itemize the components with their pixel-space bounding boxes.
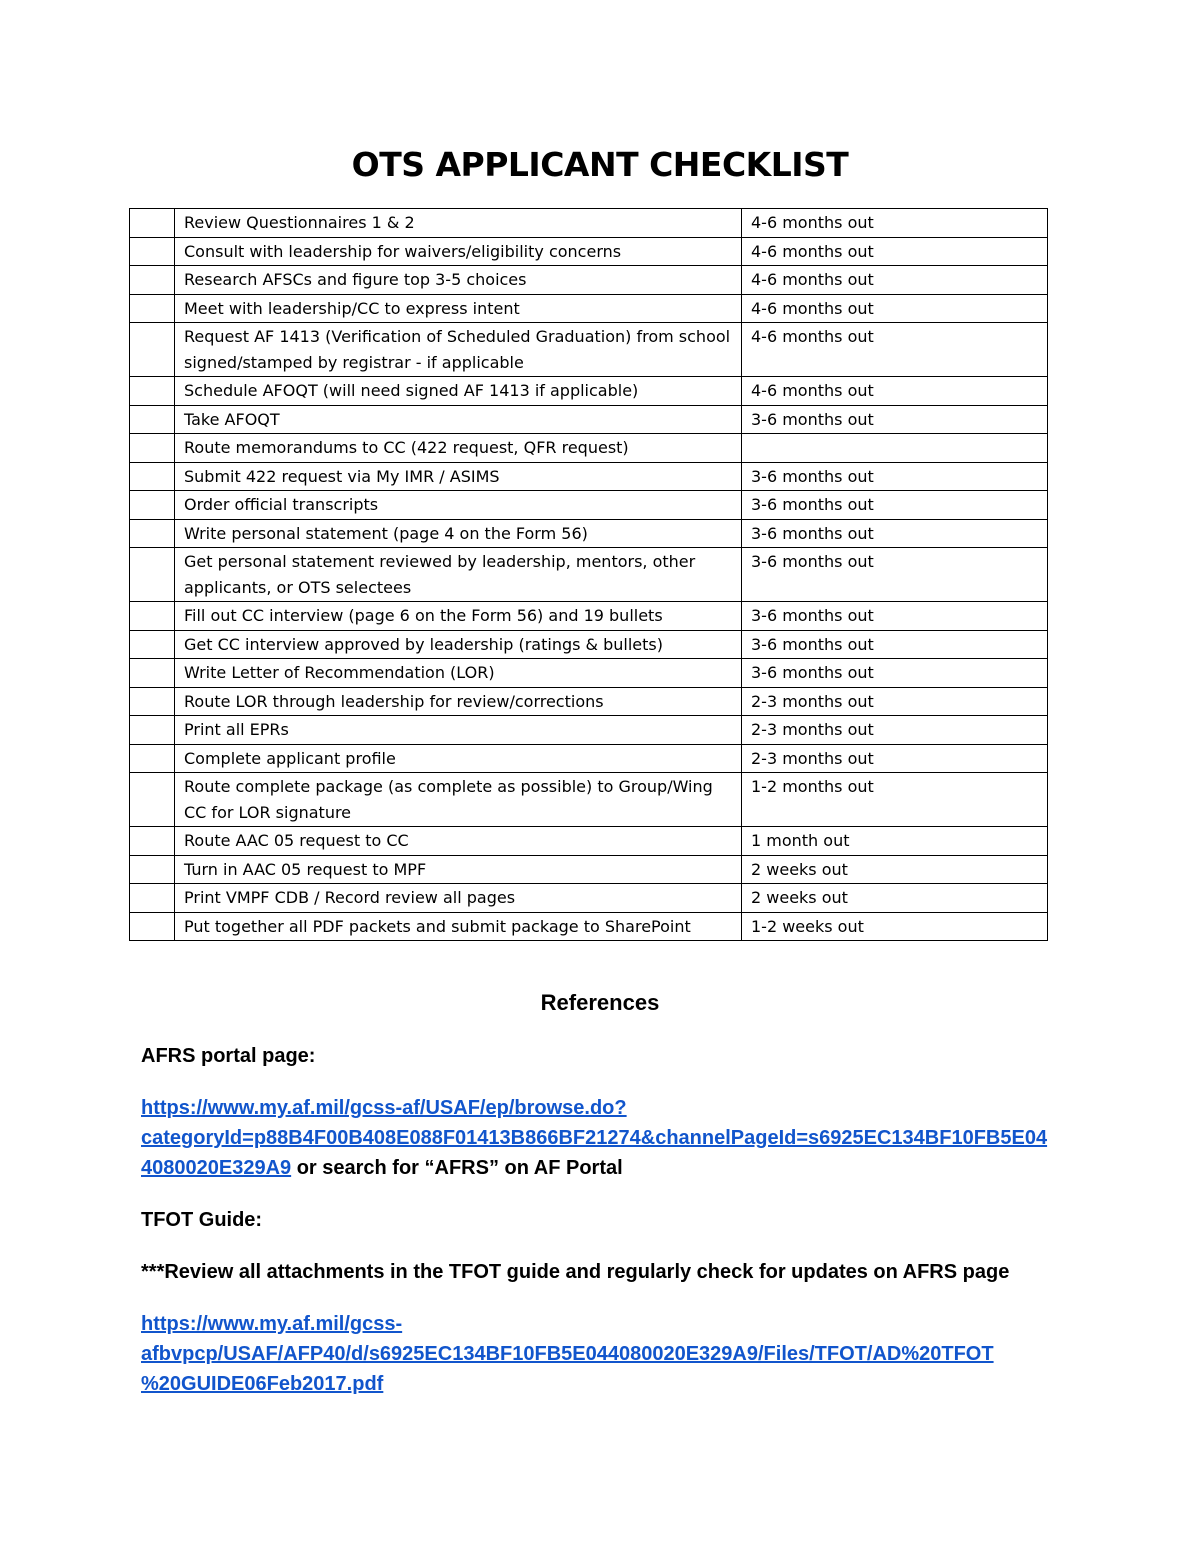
checklist-row: [130, 237, 1048, 266]
task-cell: Print all EPRs: [175, 716, 742, 745]
timing-cell: 3-6 months out: [742, 405, 1048, 434]
checklist-row: [130, 519, 1048, 548]
tfot-label: TFOT Guide:: [141, 1209, 263, 1231]
checkbox-cell[interactable]: [130, 884, 175, 913]
checklist-row: [130, 827, 1048, 856]
tfot-note: ***Review all attachments in the TFOT guide and regularly check for updates on AFRS page: [141, 1261, 1010, 1283]
afrs-link-part-2: categoryId=p88B4F00B408E088F01413B866BF21274&channelPageId=s6925EC134BF10FB5E04: [141, 1127, 1048, 1149]
timing-cell: 2 weeks out: [742, 855, 1048, 884]
checklist-row: [130, 912, 1048, 941]
task-cell: Review Questionnaires 1 & 2: [175, 209, 742, 238]
checklist-row: [130, 491, 1048, 520]
checkbox-cell[interactable]: [130, 377, 175, 406]
task-cell: Request AF 1413 (Verification of Scheduled Graduation) from school signed/stamped by registrar - if applicable: [175, 323, 742, 377]
checklist-row: [130, 855, 1048, 884]
checkbox-cell[interactable]: [130, 237, 175, 266]
references-section: [141, 990, 1071, 1421]
checkbox-cell[interactable]: [130, 773, 175, 827]
checkbox-cell[interactable]: [130, 855, 175, 884]
checklist-row: [130, 744, 1048, 773]
checklist-body: [130, 209, 1048, 941]
task-cell: Consult with leadership for waivers/eligibility concerns: [175, 237, 742, 266]
timing-cell: 2-3 months out: [742, 744, 1048, 773]
task-cell: Turn in AAC 05 request to MPF: [175, 855, 742, 884]
task-cell: Route memorandums to CC (422 request, QFR request): [175, 434, 742, 463]
checkbox-cell[interactable]: [130, 209, 175, 238]
checkbox-cell[interactable]: [130, 630, 175, 659]
timing-cell: 3-6 months out: [742, 519, 1048, 548]
checklist-row: [130, 294, 1048, 323]
task-cell: Write Letter of Recommendation (LOR): [175, 659, 742, 688]
task-cell: Get CC interview approved by leadership (ratings & bullets): [175, 630, 742, 659]
task-cell: Route AAC 05 request to CC: [175, 827, 742, 856]
checkbox-cell[interactable]: [130, 687, 175, 716]
timing-cell: 1-2 weeks out: [742, 912, 1048, 941]
task-cell: Write personal statement (page 4 on the Form 56): [175, 519, 742, 548]
task-cell: Get personal statement reviewed by leadership, mentors, other applicants, or OTS selectees: [175, 548, 742, 602]
tfot-link-part-3: %20GUIDE06Feb2017.pdf: [141, 1373, 384, 1395]
afrs-suffix: or search for “AFRS” on AF Portal: [291, 1157, 623, 1179]
timing-cell: 3-6 months out: [742, 491, 1048, 520]
checklist-row: [130, 773, 1048, 827]
timing-cell: 4-6 months out: [742, 209, 1048, 238]
timing-cell: 3-6 months out: [742, 659, 1048, 688]
checkbox-cell[interactable]: [130, 716, 175, 745]
task-cell: Complete applicant profile: [175, 744, 742, 773]
afrs-link-part-3: 4080020E329A9: [141, 1157, 292, 1179]
task-cell: Route complete package (as complete as possible) to Group/Wing CC for LOR signature: [175, 773, 742, 827]
checklist-row: [130, 630, 1048, 659]
timing-cell: 4-6 months out: [742, 294, 1048, 323]
checkbox-cell[interactable]: [130, 266, 175, 295]
checkbox-cell[interactable]: [130, 323, 175, 377]
timing-cell: 2-3 months out: [742, 716, 1048, 745]
page-title: OTS APPLICANT CHECKLIST: [351, 145, 849, 184]
checklist-row: [130, 462, 1048, 491]
checkbox-cell[interactable]: [130, 405, 175, 434]
afrs-label: AFRS portal page:: [141, 1045, 316, 1067]
task-cell: Schedule AFOQT (will need signed AF 1413 if applicable): [175, 377, 742, 406]
checklist-row: [130, 548, 1048, 602]
timing-cell: 3-6 months out: [742, 462, 1048, 491]
checklist-row: [130, 323, 1048, 377]
checklist-row: [130, 884, 1048, 913]
timing-cell: [742, 434, 1048, 463]
tfot-link-part-2: afbvpcp/USAF/AFP40/d/s6925EC134BF10FB5E044080020E329A9/Files/TFOT/AD%20TFOT: [141, 1343, 994, 1365]
task-cell: Submit 422 request via My IMR / ASIMS: [175, 462, 742, 491]
checkbox-cell[interactable]: [130, 491, 175, 520]
task-cell: Research AFSCs and figure top 3-5 choices: [175, 266, 742, 295]
timing-cell: 1 month out: [742, 827, 1048, 856]
checkbox-cell[interactable]: [130, 294, 175, 323]
task-cell: Meet with leadership/CC to express intent: [175, 294, 742, 323]
checklist-row: [130, 602, 1048, 631]
task-cell: Take AFOQT: [175, 405, 742, 434]
timing-cell: 4-6 months out: [742, 377, 1048, 406]
checklist-table: [129, 208, 1048, 941]
afrs-link-part-1: https://www.my.af.mil/gcss-af/USAF/ep/browse.do?: [141, 1097, 627, 1119]
checkbox-cell[interactable]: [130, 602, 175, 631]
checkbox-cell[interactable]: [130, 519, 175, 548]
references-heading: References: [540, 990, 660, 1015]
checklist-row: [130, 405, 1048, 434]
checkbox-cell[interactable]: [130, 548, 175, 602]
checklist-row: [130, 687, 1048, 716]
task-cell: Fill out CC interview (page 6 on the Form 56) and 19 bullets: [175, 602, 742, 631]
checklist-row: [130, 377, 1048, 406]
timing-cell: 4-6 months out: [742, 266, 1048, 295]
timing-cell: 2 weeks out: [742, 884, 1048, 913]
task-cell: Order official transcripts: [175, 491, 742, 520]
tfot-link-part-1: https://www.my.af.mil/gcss-: [141, 1313, 403, 1335]
timing-cell: 3-6 months out: [742, 630, 1048, 659]
timing-cell: 3-6 months out: [742, 602, 1048, 631]
checklist-row: [130, 659, 1048, 688]
checkbox-cell[interactable]: [130, 912, 175, 941]
checkbox-cell[interactable]: [130, 827, 175, 856]
afrs-link-paragraph: [141, 1093, 1071, 1183]
checkbox-cell[interactable]: [130, 462, 175, 491]
task-cell: Route LOR through leadership for review/corrections: [175, 687, 742, 716]
timing-cell: 4-6 months out: [742, 323, 1048, 377]
checklist-row: [130, 266, 1048, 295]
timing-cell: 1-2 months out: [742, 773, 1048, 827]
checkbox-cell[interactable]: [130, 659, 175, 688]
checklist-row: [130, 209, 1048, 238]
checklist-row: [130, 716, 1048, 745]
timing-cell: 4-6 months out: [742, 237, 1048, 266]
task-cell: Put together all PDF packets and submit package to SharePoint: [175, 912, 742, 941]
tfot-link-paragraph: [141, 1309, 1071, 1399]
checkbox-cell[interactable]: [130, 744, 175, 773]
timing-cell: 3-6 months out: [742, 548, 1048, 602]
checklist-row: [130, 434, 1048, 463]
timing-cell: 2-3 months out: [742, 687, 1048, 716]
checkbox-cell[interactable]: [130, 434, 175, 463]
task-cell: Print VMPF CDB / Record review all pages: [175, 884, 742, 913]
tfot-guide-link[interactable]: [141, 1313, 994, 1395]
